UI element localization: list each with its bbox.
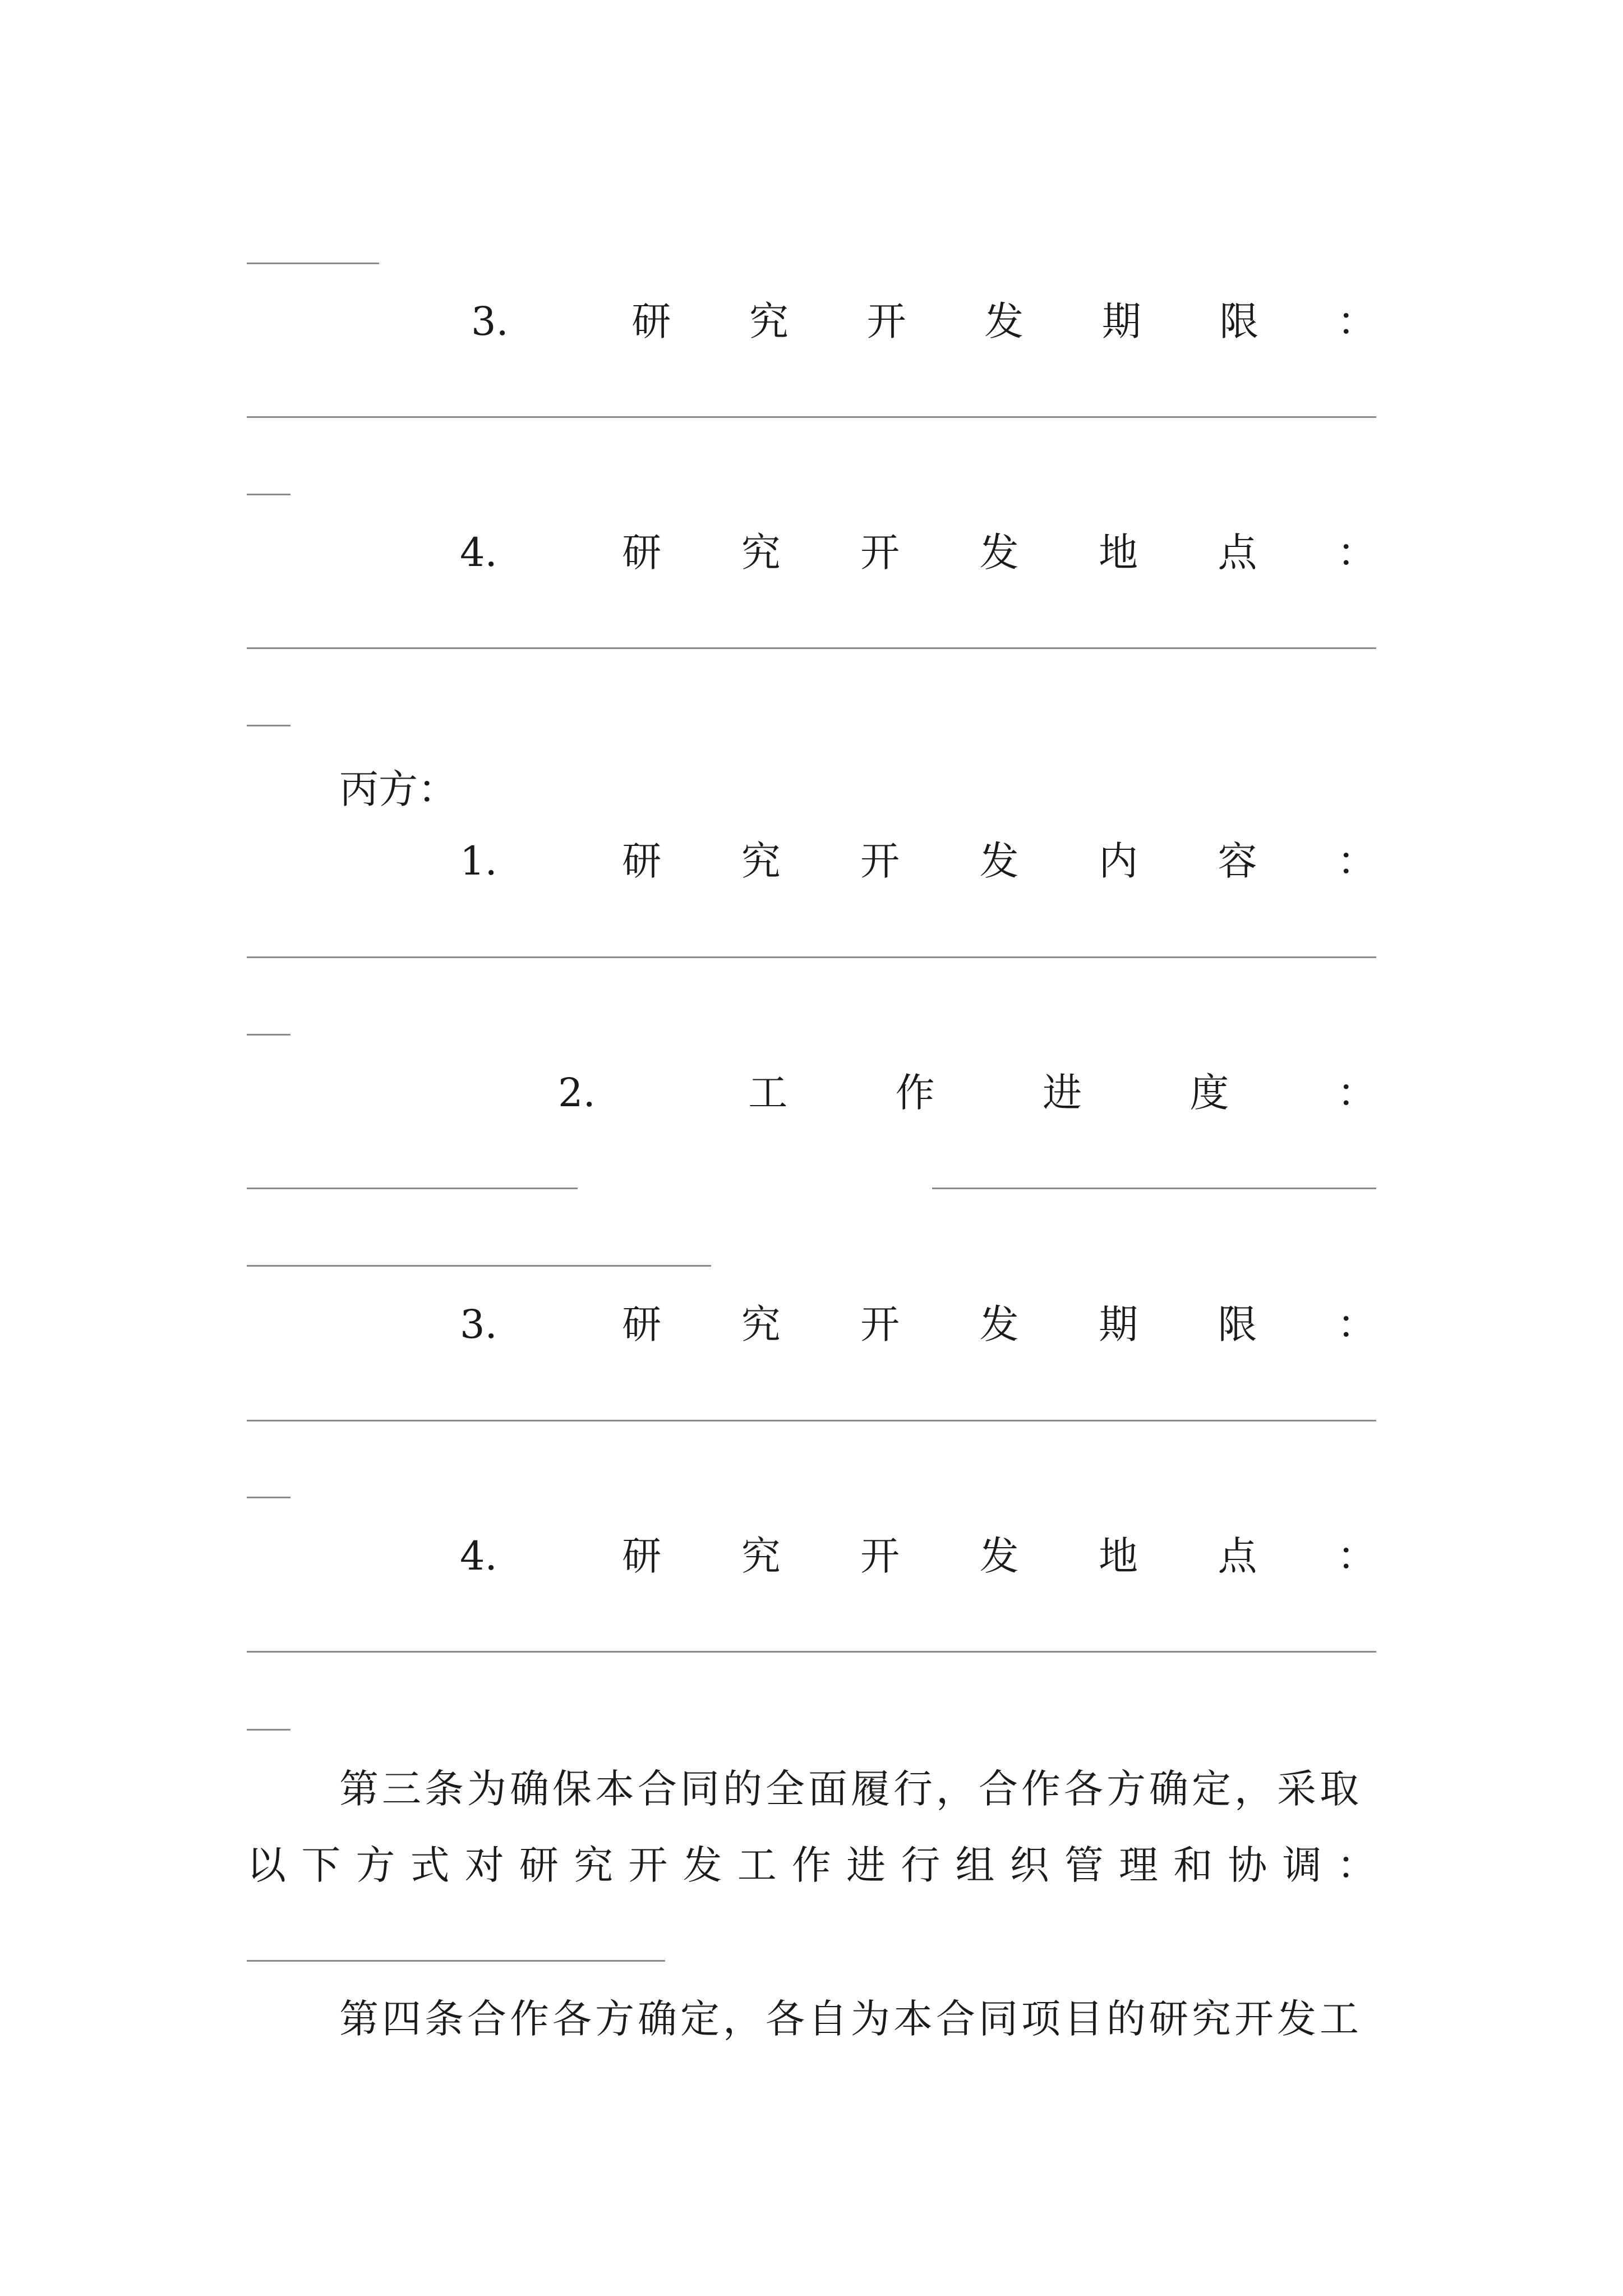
item-c2-char: 工	[748, 1070, 788, 1116]
item-a3-number: 3.	[471, 298, 509, 344]
item-c4-number: 4.	[460, 1533, 497, 1579]
item-a4-line	[460, 527, 1376, 578]
item-a4-char: 开	[860, 530, 900, 576]
item-c1-colon: ：	[1336, 838, 1376, 884]
article3-char: 和	[1173, 1842, 1213, 1888]
item-c3-char: 究	[741, 1301, 781, 1347]
item-a4-colon: ：	[1336, 530, 1376, 576]
item-c2-colon: ：	[1336, 1070, 1376, 1116]
article3-char: 以	[247, 1842, 286, 1888]
item-a4-char: 发	[979, 530, 1019, 576]
item-c2-char: 度	[1189, 1070, 1229, 1116]
blank-rule	[247, 1729, 291, 1731]
blank-rule-top	[247, 263, 379, 264]
item-c4-char: 研	[622, 1533, 662, 1579]
blank-rule	[247, 725, 291, 726]
article3-char: 织	[1009, 1842, 1049, 1888]
blank-rule	[247, 956, 1376, 958]
article3-char: 方	[356, 1842, 395, 1888]
article3-char: 调	[1282, 1842, 1322, 1888]
item-c4-char: 开	[860, 1533, 900, 1579]
blank-rule	[247, 1265, 711, 1267]
item-c3-char: 发	[979, 1301, 1019, 1347]
item-a3-char: 发	[984, 298, 1024, 344]
item-c1-line	[460, 836, 1376, 886]
blank-rule	[247, 1420, 1376, 1421]
item-c3-line	[460, 1299, 1376, 1350]
article3-char: 工	[737, 1842, 777, 1888]
blank-rule	[247, 1651, 1376, 1653]
item-c1-char: 发	[979, 838, 1019, 884]
item-c4-char: 究	[741, 1533, 781, 1579]
item-a3-colon: ：	[1336, 298, 1376, 344]
item-a4-char: 究	[741, 530, 781, 576]
item-c1-char: 容	[1218, 838, 1257, 884]
item-a3-char: 期	[1101, 298, 1141, 344]
item-c2-number: 2.	[558, 1070, 596, 1116]
article3-line2	[247, 1840, 1376, 1890]
article3-char: 协	[1228, 1842, 1267, 1888]
item-c2-line	[558, 1068, 1376, 1118]
item-c1-char: 开	[860, 838, 900, 884]
item-c4-line	[460, 1531, 1376, 1581]
blank-rule	[247, 647, 1376, 649]
item-c4-char: 点	[1218, 1533, 1257, 1579]
blank-rule	[247, 1960, 665, 1962]
article3-char: 研	[519, 1842, 559, 1888]
item-a3-char: 研	[631, 298, 671, 344]
blank-rule	[247, 416, 1376, 418]
article4-line1: 第四条合作各方确定，各自为本合同项目的研究开发工	[339, 1996, 1362, 2042]
blank-rule	[247, 1497, 291, 1498]
article3-char: 开	[628, 1842, 668, 1888]
article3-char: 作	[791, 1842, 831, 1888]
item-c1-char: 研	[622, 838, 662, 884]
item-c1-char: 内	[1099, 838, 1138, 884]
item-a3-char: 开	[866, 298, 906, 344]
item-c1-char: 究	[741, 838, 781, 884]
item-a4-number: 4.	[460, 530, 497, 576]
article3-char: 管	[1064, 1842, 1104, 1888]
blank-rule	[247, 1188, 578, 1189]
item-a4-char: 点	[1218, 530, 1257, 576]
article3-char: 理	[1119, 1842, 1158, 1888]
article3-line1: 第三条为确保本合同的全面履行，合作各方确定，采取	[339, 1766, 1362, 1812]
blank-rule	[247, 1034, 291, 1036]
blank-rule	[247, 494, 291, 495]
article3-char: 发	[683, 1842, 722, 1888]
item-c2-char: 进	[1043, 1070, 1082, 1116]
article3-char: 对	[464, 1842, 504, 1888]
item-a4-char: 研	[622, 530, 662, 576]
item-a3-char: 究	[749, 298, 789, 344]
article3-char: 究	[574, 1842, 614, 1888]
item-a4-char: 地	[1099, 530, 1138, 576]
item-c3-char: 研	[622, 1301, 662, 1347]
article3-char: 进	[846, 1842, 886, 1888]
item-c4-char: 发	[979, 1533, 1019, 1579]
article3-char: 行	[901, 1842, 940, 1888]
party-c-label: 丙方：	[339, 766, 457, 812]
item-c4-colon: ：	[1336, 1533, 1376, 1579]
article3-char: 下	[301, 1842, 341, 1888]
article3-char: 式	[410, 1842, 450, 1888]
item-c1-number: 1.	[460, 838, 497, 884]
item-c3-char: 限	[1218, 1301, 1257, 1347]
item-c2-char: 作	[895, 1070, 935, 1116]
article3-char: 组	[955, 1842, 995, 1888]
item-c3-char: 开	[860, 1301, 900, 1347]
item-c3-number: 3.	[460, 1301, 497, 1347]
item-c4-char: 地	[1099, 1533, 1138, 1579]
item-a3-char: 限	[1219, 298, 1259, 344]
item-a3-line	[471, 296, 1376, 347]
item-c3-colon: ：	[1336, 1301, 1376, 1347]
blank-rule	[932, 1188, 1376, 1189]
item-c3-char: 期	[1099, 1301, 1138, 1347]
article3-char: ：	[1336, 1842, 1376, 1888]
